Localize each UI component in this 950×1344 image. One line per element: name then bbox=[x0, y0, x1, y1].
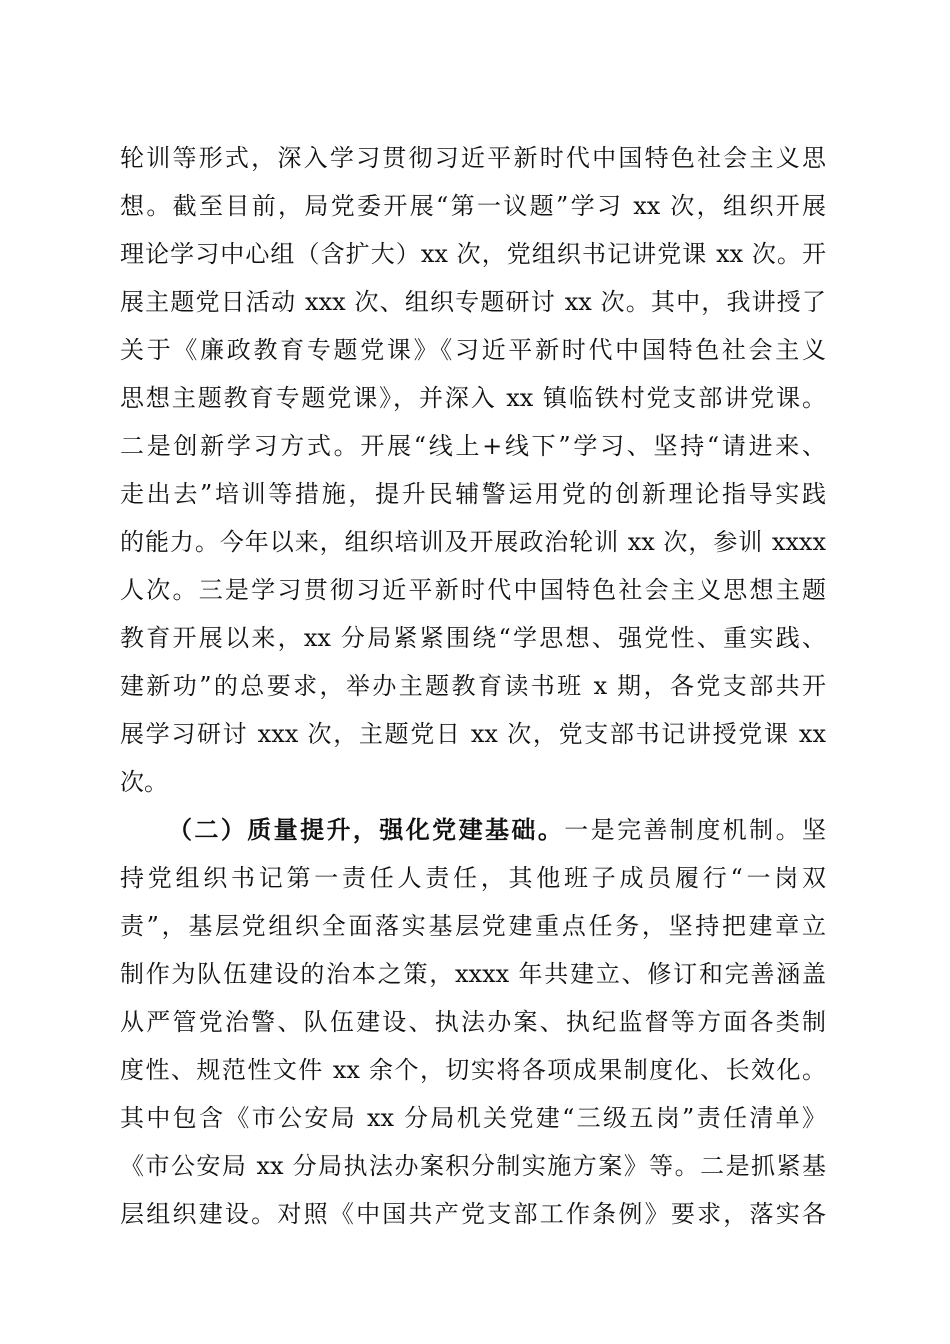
text-line: 持党组织书记第一责任人责任，其他班子成员履行“一岗双 bbox=[120, 864, 826, 892]
text-line: 次。 bbox=[120, 768, 168, 796]
text-line: 走出去”培训等措施，提升民辅警运用党的创新理论指导实践 bbox=[120, 480, 826, 508]
text-line: 的能力。今年以来，组织培训及开展政治轮训 xx 次，参训 xxxx bbox=[120, 528, 826, 556]
text-line: 建新功”的总要求，举办主题教育读书班 x 期，各党支部共开 bbox=[120, 672, 826, 700]
text-line: 度性、规范性文件 xx 余个，切实将各项成果制度化、长效化。 bbox=[120, 1056, 826, 1084]
text-line: 从严管党治警、队伍建设、执法办案、执纪监督等方面各类制 bbox=[120, 1008, 826, 1036]
text-line: 展学习研讨 xxx 次，主题党日 xx 次，党支部书记讲授党课 xx bbox=[120, 720, 826, 748]
section-first-line-text: 一是完善制度机制。坚 bbox=[564, 816, 826, 844]
text-line: 责”，基层党组织全面落实基层党建重点任务，坚持把建章立 bbox=[120, 912, 826, 940]
text-line: 二是创新学习方式。开展“线上+线下”学习、坚持“请进来、 bbox=[120, 432, 826, 460]
text-line: 轮训等形式，深入学习贯彻习近平新时代中国特色社会主义思 bbox=[120, 144, 826, 172]
text-line: 《市公安局 xx 分局执法办案积分制实施方案》等。二是抓紧基 bbox=[120, 1152, 826, 1180]
text-line: 展主题党日活动 xxx 次、组织专题研讨 xx 次。其中，我讲授了 bbox=[120, 288, 826, 316]
text-line: 关于《廉政教育专题党课》《习近平新时代中国特色社会主义 bbox=[120, 336, 826, 364]
text-line: 人次。三是学习贯彻习近平新时代中国特色社会主义思想主题 bbox=[120, 576, 826, 604]
text-line: 思想主题教育专题党课》，并深入 xx 镇临铁村党支部讲党课。 bbox=[120, 384, 826, 412]
text-line: 理论学习中心组（含扩大）xx 次，党组织书记讲党课 xx 次。开 bbox=[120, 240, 826, 268]
text-line: 其中包含《市公安局 xx 分局机关党建“三级五岗”责任清单》 bbox=[120, 1104, 826, 1132]
text-line: 层组织建设。对照《中国共产党支部工作条例》要求，落实各 bbox=[120, 1200, 826, 1228]
text-line: 教育开展以来，xx 分局紧紧围绕“学思想、强党性、重实践、 bbox=[120, 624, 826, 652]
section-first-line bbox=[168, 810, 826, 850]
text-line: 制作为队伍建设的治本之策，xxxx 年共建立、修订和完善涵盖 bbox=[120, 960, 826, 988]
section-heading: （二）质量提升，强化党建基础。 bbox=[168, 815, 565, 844]
text-line: 想。截至目前，局党委开展“第一议题”学习 xx 次，组织开展 bbox=[120, 192, 826, 220]
